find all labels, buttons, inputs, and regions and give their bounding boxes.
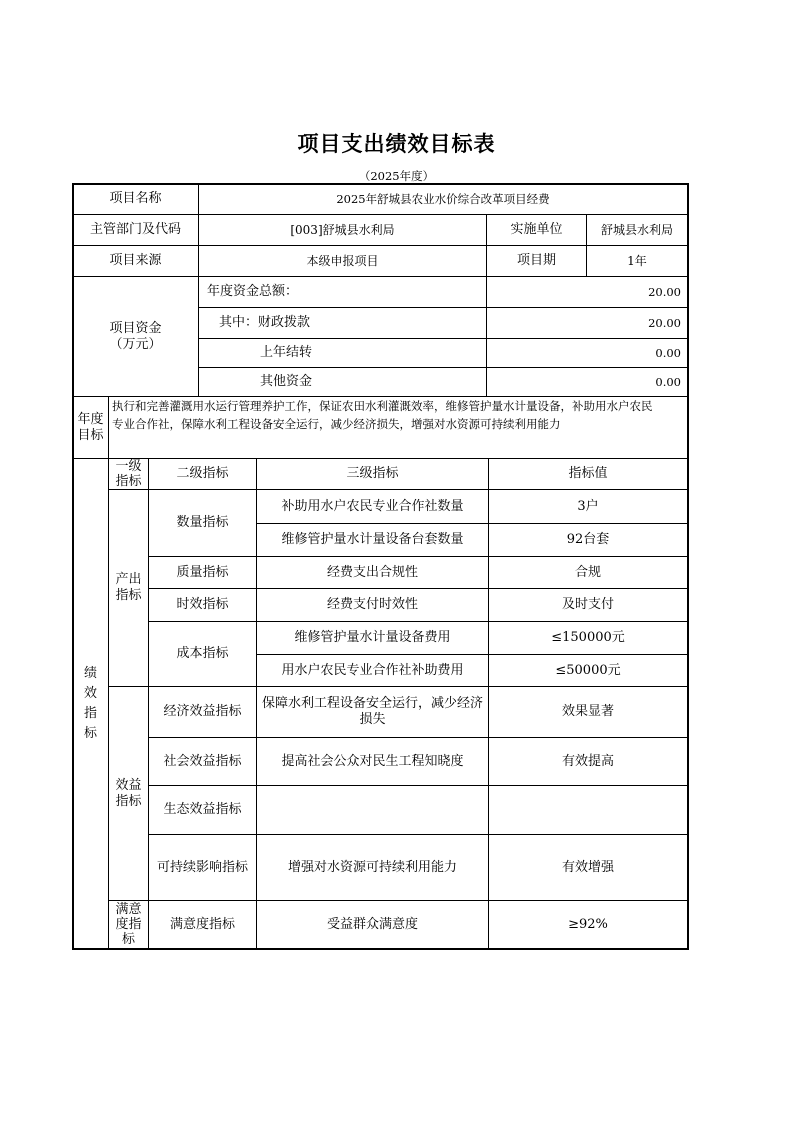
funds-fiscal-label: 其中：财政拨款 [219,315,311,330]
economic-indicator: 经济效益指标 [163,704,242,719]
cost-item-value: ≤50000元 [555,662,621,678]
period-label: 项目期 [516,253,556,268]
economic-item-name-line1: 保障水利工程设备安全运行，减少经济 [261,696,483,711]
source-value: 本级申报项目 [306,254,379,268]
social-item-value: 有效提高 [561,753,614,769]
dept-label: 主管部门及代码 [89,222,181,237]
cost-item-name: 维修管护量水计量设备费用 [294,630,451,645]
perf-label-char: 标 [83,725,97,741]
funds-carryover-label: 上年结转 [260,345,313,360]
ecological-indicator: 生态效益指标 [163,802,242,817]
sustainable-indicator: 可持续影响指标 [156,859,248,875]
benefit-label-line1: 效益 [115,777,142,793]
benefit-label-line2: 指标 [115,793,142,809]
impl-unit-value: 舒城县水利局 [600,223,673,237]
perf-label-char: 指 [83,705,97,721]
economic-item-value: 效果显著 [561,704,614,719]
quality-indicator: 质量指标 [176,564,229,580]
funds-fiscal-value: 20.00 [648,316,681,330]
project-name-value: 2025年舒城县农业水价综合改革项目经费 [336,192,550,206]
satisfaction-level2: 满意度指标 [169,916,235,932]
header-value: 指标值 [568,466,608,481]
funds-other-label: 其他资金 [260,374,313,389]
funds-label-line1: 项目资金 [109,320,162,336]
satisfaction-label-line2: 度指 [115,917,142,932]
header-level1-line1: 一级 [115,459,142,474]
output-label-line2: 指标 [115,588,142,603]
quantity-item-name: 补助用水户农民专业合作社数量 [281,498,464,514]
impl-unit-label: 实施单位 [510,222,563,237]
annual-goal-label-line2: 目标 [77,427,104,443]
funds-other-value: 0.00 [655,375,681,389]
annual-goal-label-line1: 年度 [77,411,104,427]
perf-indicator-label [73,459,108,948]
quantity-item-name: 维修管护量水计量设备台套数量 [281,532,464,547]
perf-label-char: 效 [83,685,97,701]
dept-value: [003]舒城县水利局 [290,223,395,237]
output-indicator-label [109,490,148,686]
output-label-line1: 产出 [115,572,142,587]
social-indicator: 社会效益指标 [163,753,242,769]
perf-label-char: 绩 [83,665,97,681]
funds-total-label: 年度资金总额： [207,284,299,299]
social-item-name: 提高社会公众对民生工程知晓度 [281,753,464,769]
economic-item-name-line2: 损失 [359,712,386,727]
economic-item-name [257,687,488,737]
quantity-item-value: 3户 [577,498,599,514]
page-title: 项目支出绩效目标表 [297,132,496,156]
header-level3: 三级指标 [346,466,399,481]
quality-item-value: 合规 [574,564,601,580]
timeliness-indicator: 时效指标 [176,597,229,612]
satisfaction-item-name: 受益群众满意度 [326,916,418,932]
funds-label [73,277,198,396]
cost-indicator: 成本指标 [176,646,229,661]
timeliness-item-name: 经费支付时效性 [326,597,418,612]
annual-goal-text [112,397,687,458]
sustainable-item-value: 有效增强 [561,859,614,875]
satisfaction-label-line3: 标 [121,932,135,947]
funds-label-line2: （万元） [109,336,162,352]
satisfaction-indicator-label [109,901,148,948]
benefit-indicator-label [109,687,148,900]
period-value: 1年 [627,254,647,268]
cost-item-value: ≤150000元 [551,630,625,645]
sustainable-item-name: 增强对水资源可持续利用能力 [287,859,457,875]
annual-goal-label [73,397,108,458]
project-name-label: 项目名称 [109,191,162,206]
timeliness-item-value: 及时支付 [561,597,614,612]
funds-carryover-value: 0.00 [655,346,681,360]
source-label: 项目来源 [109,253,162,268]
funds-total-value: 20.00 [648,285,681,299]
annual-goal-line2: 专业合作社，保障水利工程设备安全运行，减少经济损失，增强对水资源可持续利用能力 [112,417,561,431]
quantity-indicator: 数量指标 [176,515,229,530]
quality-item-name: 经费支出合规性 [326,564,418,580]
annual-goal-line1: 执行和完善灌溉用水运行管理养护工作，保证农田水利灌溉效率，维修管护量水计量设备，补助用水户农民 [112,399,653,413]
satisfaction-label-line1: 满意 [115,902,142,917]
header-level1 [109,459,148,489]
header-level1-line2: 指标 [115,474,142,489]
year-label: （2025年度） [358,169,435,183]
quantity-item-value: 92台套 [566,532,610,547]
cost-item-name: 用水户农民专业合作社补助费用 [281,662,464,678]
satisfaction-item-value: ≥92% [568,916,608,932]
header-level2: 二级指标 [176,466,229,481]
